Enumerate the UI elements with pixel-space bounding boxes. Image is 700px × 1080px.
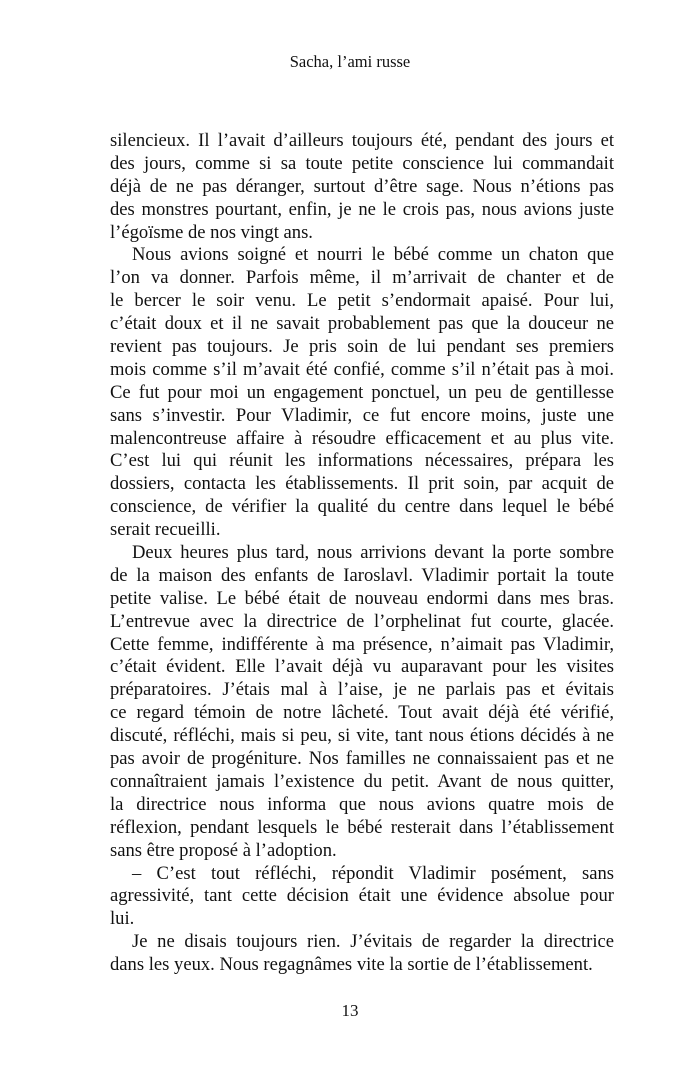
text-line: malencontreuse affaire à résoudre efficacement et au plus vite. (110, 427, 614, 449)
text-line: connaîtraient jamais l’existence du petit. Avant de nous quitter, (110, 770, 614, 792)
paragraph (110, 863, 614, 932)
text-line: Deux heures plus tard, nous arrivions devant la porte sombre (132, 542, 614, 564)
text-line: C’est lui qui réunit les informations nécessaires, prépara les (110, 450, 614, 472)
text-line: préparatoires. J’étais mal à l’aise, je ne parlais pas et évitais (110, 679, 614, 701)
text-line: la directrice nous informa que nous avions quatre mois de (110, 793, 614, 815)
text-line: l’on va donner. Parfois même, il m’arrivait de chanter et de (110, 267, 614, 289)
text-line: serait recueilli. (110, 519, 221, 541)
text-line: L’entrevue avec la directrice de l’orphelinat fut courte, glacée. (110, 610, 614, 632)
text-line: Je ne disais toujours rien. J’évitais de regarder la directrice (132, 931, 614, 953)
text-line: Nous avions soigné et nourri le bébé comme un chaton que (132, 244, 614, 266)
text-line: conscience, de vérifier la qualité du centre dans lequel le bébé (110, 496, 614, 518)
text-line: l’égoïsme de nos vingt ans. (110, 221, 313, 243)
text-line: mois comme s’il m’avait été confié, comme s’il n’était pas à moi. (110, 358, 614, 380)
text-line: petite valise. Le bébé était de nouveau endormi dans mes bras. (110, 587, 614, 609)
text-line: revient pas toujours. Je pris soin de lui pendant ses premiers (110, 336, 614, 358)
text-line: des jours, comme si sa toute petite conscience lui commandait (110, 152, 614, 174)
text-line: déjà de ne pas déranger, surtout d’être sage. Nous n’étions pas (110, 175, 614, 197)
text-line: des monstres pourtant, enfin, je ne le crois pas, nous avions juste (110, 198, 614, 220)
text-line: réflexion, pendant lesquels le bébé resterait dans l’établissement (110, 816, 614, 838)
paragraph (110, 130, 614, 244)
text-line: dossiers, contacta les établissements. Il prit soin, par acquit de (110, 473, 614, 495)
text-line: discuté, réfléchi, mais si peu, si vite, tant nous étions décidés à ne (110, 725, 614, 747)
text-line: le bercer le soir venu. Le petit s’endormait apaisé. Pour lui, (110, 290, 614, 312)
text-line: agressivité, tant cette décision était une évidence absolue pour (110, 885, 614, 907)
text-line: pas avoir de progéniture. Nos familles ne connaissaient pas et ne (110, 748, 614, 770)
text-line: dans les yeux. Nous regagnâmes vite la sortie de l’établissement. (110, 954, 593, 976)
text-line: c’était évident. Elle l’avait déjà vu auparavant pour les visites (110, 656, 614, 678)
text-line: – C’est tout réfléchi, répondit Vladimir posément, sans (132, 862, 614, 884)
text-line: sans être proposé à l’adoption. (110, 839, 337, 861)
text-line: Ce fut pour moi un engagement ponctuel, un peu de gentillesse (110, 381, 614, 403)
body-text (110, 130, 614, 977)
text-line: Cette femme, indifférente à ma présence, n’aimait pas Vladimir, (110, 633, 614, 655)
paragraph (110, 542, 614, 862)
text-line: c’était doux et il ne savait probablement pas que la douceur ne (110, 313, 614, 335)
text-line: lui. (110, 908, 135, 930)
paragraph (110, 931, 614, 977)
text-line: sans s’investir. Pour Vladimir, ce fut encore moins, juste une (110, 404, 614, 426)
text-line: de la maison des enfants de Iaroslavl. Vladimir portait la toute (110, 564, 614, 586)
text-line: ce regard témoin de notre lâcheté. Tout avait déjà été vérifié, (110, 702, 614, 724)
paragraph (110, 244, 614, 542)
running-header: Sacha, l’ami russe (289, 52, 411, 71)
text-line: silencieux. Il l’avait d’ailleurs toujours été, pendant des jours et (110, 130, 614, 151)
page-number: 13 (341, 1001, 359, 1020)
